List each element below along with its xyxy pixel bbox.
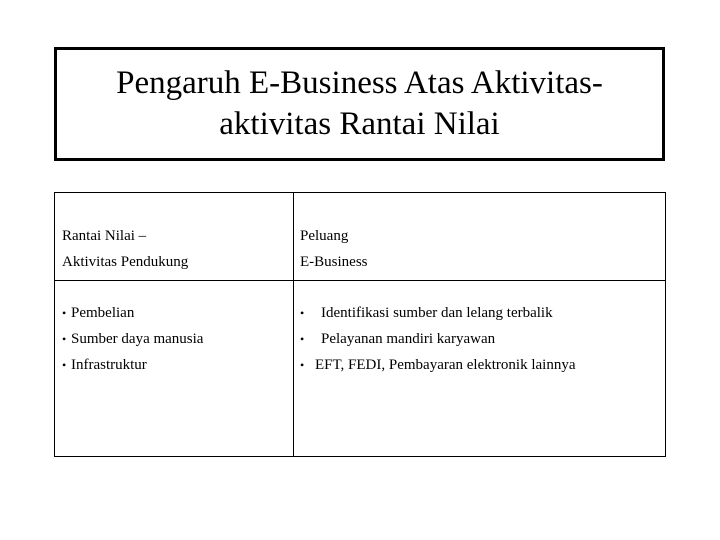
bullet-icon: • [62, 332, 67, 346]
list-item [62, 300, 293, 326]
slide-title-box [54, 47, 665, 161]
list-item-text: Pembelian [71, 305, 135, 321]
value-chain-table [54, 192, 666, 457]
bullet-icon: • [62, 306, 67, 320]
header-value-chain [55, 193, 294, 281]
list-item-text: Infrastruktur [71, 357, 147, 373]
header-ebusiness-line-1: Peluang [300, 228, 349, 244]
slide-title [106, 63, 613, 145]
list-item [300, 352, 665, 378]
list-item [300, 300, 665, 326]
slide-title-line-2: aktivitas Rantai Nilai [219, 106, 500, 142]
support-activities-cell [55, 281, 294, 456]
list-item-text: Sumber daya manusia [71, 331, 204, 347]
list-item-text: Pelayanan mandiri karyawan [321, 331, 496, 347]
list-item [300, 326, 665, 352]
bullet-icon: • [300, 306, 305, 320]
slide-title-line-1: Pengaruh E-Business Atas Aktivitas- [116, 65, 603, 101]
list-item [62, 352, 293, 378]
bullet-icon: • [62, 358, 67, 372]
bullet-icon: • [300, 332, 305, 346]
header-ebusiness-line-2: E-Business [300, 254, 368, 270]
header-value-chain-line-1: Rantai Nilai – [62, 228, 147, 244]
ebusiness-opportunities-cell [294, 281, 665, 456]
list-item-text: EFT, FEDI, Pembayaran elektronik lainnya [315, 357, 576, 373]
header-value-chain-line-2: Aktivitas Pendukung [62, 254, 189, 270]
list-item [62, 326, 293, 352]
list-item-text: Identifikasi sumber dan lelang terbalik [321, 305, 553, 321]
bullet-icon: • [300, 358, 305, 372]
header-ebusiness-opportunity [294, 193, 665, 281]
support-activities-list [62, 300, 293, 378]
ebusiness-opportunities-list [300, 300, 665, 378]
